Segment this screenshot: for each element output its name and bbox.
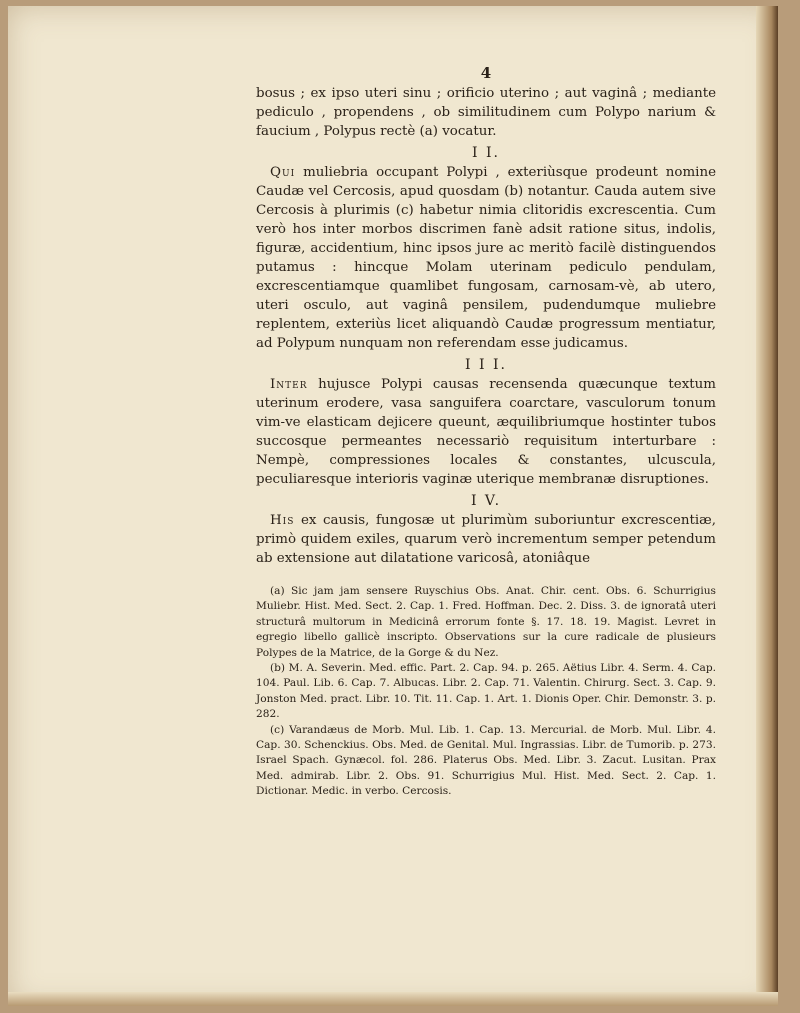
book-spine-shadow — [756, 6, 778, 1006]
section-4 — [256, 493, 716, 568]
footnote-b: (b) M. A. Severin. Med. effic. Part. 2. Cap. 94. p. 265. Aëtius Libr. 4. Serm. 4. Cap. 104. Paul. Lib. 6. Cap. 7. Albucas. Libr. 2. Cap. 71. Valentin. Chirurg. Sect. 3. Cap. 9. Jonston Med. pract. Libr. 10. Tit. 11. Cap. 1. Art. 1. Dionis Oper. Chir. Demonstr. 3. p. 282. — [256, 662, 716, 721]
section-heading: I I. — [472, 145, 500, 161]
page-number: 4 — [480, 64, 492, 82]
footnote-c: (c) Varandæus de Morb. Mul. Lib. 1. Cap. 13. Mercurial. de Morb. Mul. Libr. 4. Cap. 30. Schenckius. Obs. Med. de Genital. Mul. Ingrassias. Libr. de Tumorib. p. 273. Israel Spach. Gynæcol. fol. 286. Platerus Obs. Med. Libr. 3. Zacut. Lusitan. Prax Med. admirab. Libr. 2. Obs. 91. Schurrigius Mul. Hist. Med. Sect. 2. Cap. 1. Dictionar. Medic. in verbo. Cercosis. — [256, 723, 716, 798]
section-paragraph — [256, 375, 716, 489]
section-2 — [256, 145, 716, 353]
section-lead-word: Inter — [270, 377, 308, 392]
section-lead-word: His — [270, 513, 295, 528]
book-page — [8, 6, 778, 1006]
page-text-block — [256, 64, 716, 800]
section-lead-word: Qui — [270, 165, 296, 180]
section-text: muliebria occupant Polypi , exteriùsque prodeunt nomine Caudæ vel Cercosis, apud quosdam (b) notantur. Cauda autem sive Cercosis à plurimis (c) habetur nimia clitoridis excrescentia. Cum verò hos inter morbos discrimen fanè adsit ratione situs, indolis, figuræ, accidentium, hinc ipsos jure ac meritò facilè distinguendos putamus : hincque Molam uterinam pediculo pendulam, excrescentiamque quamlibet fungosam, carnosam-vè, ab utero, uteri osculo, aut vaginâ pensilem, pudendumque muliebre replentem, exteriùs licet aliquandò Caudæ progressum mentiatur, ad Polypum nunquam non referendam esse judicamus. — [256, 165, 716, 351]
section-paragraph — [256, 163, 716, 353]
section-3 — [256, 357, 716, 489]
section-text: ex causis, fungosæ ut plurimùm suboriuntur excrescentiæ, primò quidem exiles, quarum verò incrementum semper petendum ab extensione aut dilatatione varicosâ, atoniâque — [256, 513, 716, 566]
footnotes — [256, 580, 716, 800]
intro-paragraph: bosus ; ex ipso uteri sinu ; orificio uterino ; aut vaginâ ; mediante pediculo , propendens , ob similitudinem cum Polypo narium & faucium , Polypus rectè (a) vocatur. — [256, 86, 716, 139]
section-text: hujusce Polypi causas recensenda quæcunque textum uterinum erodere, vasa sanguifera coarctare, vasculorum tonum vim-ve elasticam dejicere queunt, æquilibriumque hostinter tubos succosque permeantes necessariò requisitum interturbare : Nempè, compressiones locales & constantes, ulcuscula, peculiaresque interioris vaginæ uterique membranæ disruptiones. — [256, 377, 716, 487]
section-heading: I I I. — [465, 357, 507, 373]
section-heading: I V. — [470, 493, 502, 509]
section-paragraph — [256, 511, 716, 568]
page-bottom-edge — [8, 992, 778, 1006]
footnote-a: (a) Sic jam jam sensere Ruyschius Obs. Anat. Chir. cent. Obs. 6. Schurrigius Muliebr. Hist. Med. Sect. 2. Cap. 1. Fred. Hoffman. Dec. 2. Diss. 3. de ignoratâ uteri structurâ multorum in Medicinâ errorum fonte §. 17. 18. 19. Magist. Levret in egregio libello gallicè inscripto. Observations sur la cure radicale de plusieurs Polypes de la Matrice, de la Gorge & du Nez. — [256, 585, 716, 659]
